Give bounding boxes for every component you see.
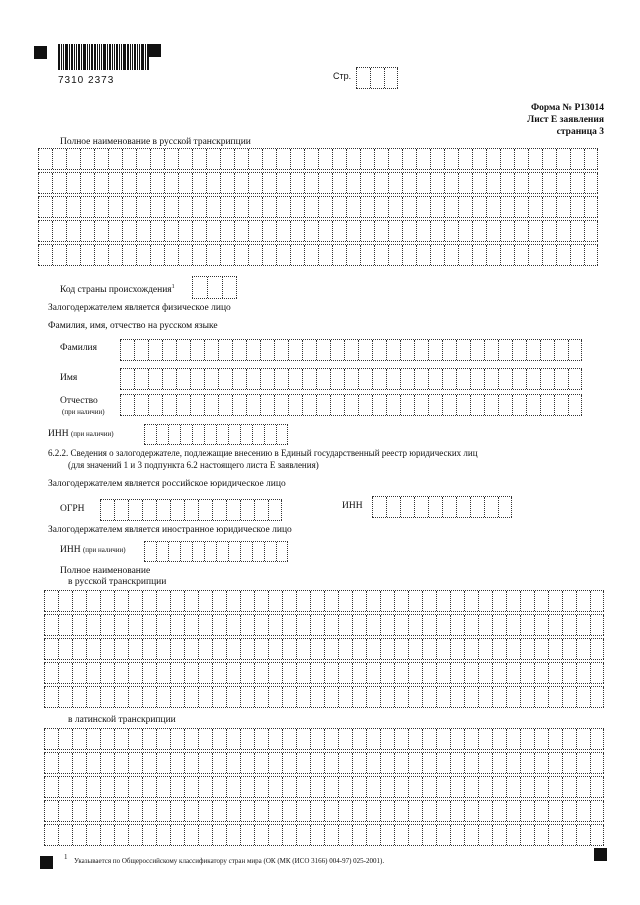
footnote-text: Указывается по Общероссийскому классификатору стран мира (ОК (МК (ИСО 3166) 004-97) 025-2001). <box>74 857 385 865</box>
surname-label: Фамилия <box>60 343 98 353</box>
footnote-number: 1 <box>64 853 68 861</box>
patronymic-note: (при наличии) <box>62 408 105 416</box>
section-622-title-line2: (для значений 1 и 3 подпункта 6.2 настоящего листа Е заявления) <box>68 460 319 470</box>
physical-person-label: Залогодержателем является физическое лицо <box>48 303 231 313</box>
country-code-label-text: Код страны происхождения <box>60 285 172 296</box>
footnote-ref: 1 <box>171 284 175 290</box>
country-code-label <box>60 284 175 296</box>
barcode-number: 7310 2373 <box>58 75 115 86</box>
sheet-title: Лист Е заявления <box>527 115 604 125</box>
russian-entity-label: Залогодержателем является российское юридическое лицо <box>48 479 286 489</box>
ogrn-label: ОГРН <box>60 504 85 514</box>
inn-legal-label: ИНН <box>342 501 363 511</box>
corner-marker-top-left <box>34 46 47 59</box>
latin-transcription-label: в латинской транскрипции <box>68 715 176 725</box>
foreign-inn-label-text: ИНН <box>60 545 81 555</box>
inn-label <box>48 430 114 440</box>
full-name-label: Полное наименование <box>60 566 151 576</box>
page-title: страница 3 <box>556 127 604 137</box>
full-name-ru-label: Полное наименование в русской транскрипции <box>60 137 251 147</box>
section-622-title-line1: 6.2.2. Сведения о залогодержателе, подлежащие внесению в Единый государственный реестр юридических лиц <box>48 448 478 458</box>
corner-marker-bottom-right <box>594 848 607 861</box>
form-title: Форма № Р13014 <box>530 103 604 113</box>
inn-note: (при наличии) <box>70 430 114 438</box>
foreign-inn-note: (при наличии) <box>82 546 126 554</box>
corner-marker-bottom-left <box>40 856 53 869</box>
inn-label-text: ИНН <box>48 429 69 439</box>
foreign-inn-label <box>60 546 126 556</box>
page-label: Стр. <box>333 71 352 81</box>
country-code-field[interactable] <box>192 276 237 299</box>
russian-transcription-label: в русской транскрипции <box>68 577 167 587</box>
barcode <box>58 44 150 70</box>
name-label: Имя <box>60 373 78 383</box>
page-number-field[interactable] <box>356 67 398 89</box>
foreign-entity-label: Залогодержателем является иностранное юридическое лицо <box>48 525 292 535</box>
patronymic-label: Отчество <box>60 396 98 406</box>
fio-label: Фамилия, имя, отчество на русском языке <box>48 321 218 331</box>
